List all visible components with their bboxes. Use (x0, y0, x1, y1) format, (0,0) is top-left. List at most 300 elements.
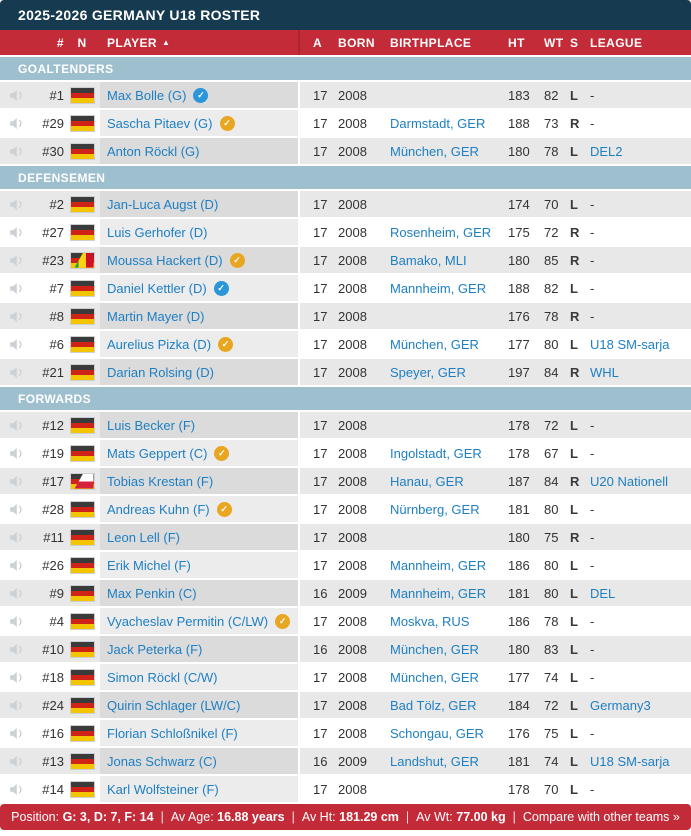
blue-verified-badge-icon: ✓ (214, 281, 229, 296)
shoots-value: L (570, 613, 578, 629)
weight-cell (536, 359, 570, 385)
jersey-number-text: #11 (43, 529, 64, 545)
table-row (0, 580, 691, 606)
age-cell (300, 496, 332, 522)
height-cell (500, 608, 536, 634)
born-value: 2009 (338, 585, 367, 601)
column-shoots[interactable] (570, 36, 590, 50)
born-value: 2008 (338, 613, 367, 629)
height-cell (500, 496, 536, 522)
player-link[interactable]: Karl Wolfsteiner (F) (107, 781, 219, 797)
born-cell (332, 191, 380, 217)
column-header-row (0, 30, 691, 55)
birthplace-cell (380, 748, 500, 774)
column-born[interactable] (332, 36, 380, 50)
nationality-cell (64, 412, 100, 438)
birthplace-cell (380, 110, 500, 136)
player-link[interactable]: Anton Röckl (G) (107, 143, 200, 159)
flag-icon (70, 641, 95, 658)
league-link[interactable]: Germany3 (590, 697, 651, 713)
league-link[interactable]: DEL (590, 585, 616, 601)
birthplace-cell (380, 496, 500, 522)
birthplace-link[interactable]: München, GER (390, 641, 479, 657)
weight-value: 78 (544, 613, 559, 629)
speaker-cell (0, 692, 34, 718)
gold-verified-badge-icon: ✓ (214, 446, 229, 461)
born-cell (332, 636, 380, 662)
league-value: - (590, 501, 595, 517)
age-cell (300, 138, 332, 164)
column-height-label: HT (508, 35, 525, 50)
speaker-icon[interactable] (10, 283, 25, 294)
weight-cell (536, 331, 570, 357)
weight-value: 80 (544, 557, 559, 573)
gold-verified-badge-icon: ✓ (218, 337, 233, 352)
height-cell (500, 580, 536, 606)
birthplace-link[interactable]: Mannheim, GER (390, 585, 487, 601)
birthplace-link[interactable]: Bamako, MLI (390, 252, 467, 268)
birthplace-link[interactable]: Bad Tölz, GER (390, 697, 477, 713)
born-value: 2008 (338, 252, 367, 268)
table-row (0, 664, 691, 690)
speaker-icon[interactable] (10, 311, 25, 322)
table-row (0, 138, 691, 164)
table-row (0, 359, 691, 385)
column-age[interactable] (300, 36, 332, 50)
speaker-icon[interactable] (10, 504, 25, 515)
separator: | (405, 810, 410, 824)
av-age-label: Av Age: (170, 810, 214, 824)
player-link[interactable]: Luis Gerhofer (D) (107, 224, 208, 240)
column-born-label: BORN (338, 35, 375, 50)
player-link[interactable]: Florian Schloßnikel (F) (107, 725, 238, 741)
league-cell (590, 275, 691, 301)
jersey-number-text: #28 (42, 501, 64, 517)
league-value: - (590, 641, 595, 657)
flag-icon (70, 280, 95, 297)
birthplace-link[interactable]: Nürnberg, GER (390, 501, 480, 517)
table-row (0, 468, 691, 494)
born-cell (332, 608, 380, 634)
speaker-icon[interactable] (10, 532, 25, 543)
section-header: GOALTENDERS (0, 57, 691, 80)
league-link[interactable]: U18 SM-sarja (590, 336, 670, 352)
born-cell (332, 110, 380, 136)
jersey-number-text: #27 (42, 224, 64, 240)
player-link[interactable]: Martin Mayer (D) (107, 308, 205, 324)
player-link[interactable]: Darian Rolsing (D) (107, 364, 214, 380)
shoots-cell (570, 496, 590, 522)
nationality-cell (64, 496, 100, 522)
age-cell (300, 468, 332, 494)
born-cell (332, 552, 380, 578)
jersey-number (34, 580, 64, 606)
age-value: 17 (313, 781, 328, 797)
speaker-icon[interactable] (10, 118, 25, 129)
born-cell (332, 303, 380, 329)
separator: | (160, 810, 164, 824)
shoots-value: L (570, 336, 578, 352)
jersey-number (34, 636, 64, 662)
player-link[interactable]: Tobias Krestan (F) (107, 473, 214, 489)
jersey-number-text: #4 (49, 613, 64, 629)
age-value: 17 (313, 445, 328, 461)
weight-cell (536, 191, 570, 217)
speaker-cell (0, 440, 34, 466)
age-cell (300, 664, 332, 690)
table-row (0, 440, 691, 466)
flag-overlay-icon (71, 474, 94, 489)
height-value: 181 (508, 501, 530, 517)
born-value: 2008 (338, 473, 367, 489)
speaker-cell (0, 524, 34, 550)
nationality-cell (64, 191, 100, 217)
league-value: - (590, 781, 595, 797)
nationality-cell (64, 608, 100, 634)
birthplace-cell (380, 275, 500, 301)
table-row (0, 496, 691, 522)
weight-cell (536, 580, 570, 606)
height-value: 181 (508, 753, 530, 769)
birthplace-cell (380, 552, 500, 578)
height-value: 197 (508, 364, 530, 380)
speaker-icon[interactable] (10, 448, 25, 459)
age-cell (300, 82, 332, 108)
age-cell (300, 275, 332, 301)
birthplace-cell (380, 440, 500, 466)
player-cell (100, 82, 300, 108)
player-cell (100, 275, 300, 301)
born-value: 2008 (338, 501, 367, 517)
page-title-text: 2025-2026 GERMANY U18 ROSTER (18, 7, 261, 23)
shoots-value: L (570, 417, 578, 433)
player-link[interactable]: Vyacheslav Permitin (C/LW) (107, 613, 269, 629)
shoots-value: L (570, 501, 578, 517)
shoots-cell (570, 138, 590, 164)
player-cell (100, 580, 300, 606)
speaker-icon[interactable] (10, 560, 25, 571)
jersey-number (34, 247, 64, 273)
flag-icon (70, 417, 95, 434)
height-cell (500, 191, 536, 217)
birthplace-cell (380, 412, 500, 438)
player-cell (100, 219, 300, 245)
birthplace-cell (380, 580, 500, 606)
shoots-cell (570, 636, 590, 662)
height-cell (500, 303, 536, 329)
flag-icon (70, 143, 95, 160)
birthplace-link[interactable]: Darmstadt, GER (390, 115, 486, 131)
shoots-value: L (570, 753, 578, 769)
speaker-icon[interactable] (10, 784, 25, 795)
league-cell (590, 496, 691, 522)
speaker-cell (0, 110, 34, 136)
table-row (0, 275, 691, 301)
player-link[interactable]: Mats Geppert (C) (107, 445, 208, 461)
jersey-number-text: #9 (49, 585, 64, 601)
player-cell (100, 748, 300, 774)
player-link[interactable]: Jan-Luca Augst (D) (107, 196, 219, 212)
birthplace-link[interactable]: Hanau, GER (390, 473, 464, 489)
player-cell (100, 776, 300, 802)
weight-cell (536, 247, 570, 273)
height-value: 188 (508, 115, 530, 131)
speaker-cell (0, 331, 34, 357)
speaker-icon[interactable] (10, 90, 25, 101)
weight-value: 67 (544, 445, 559, 461)
jersey-number-text: #8 (49, 308, 64, 324)
height-cell (500, 247, 536, 273)
born-value: 2008 (338, 669, 367, 685)
position-value: G: 3, D: 7, F: 14 (62, 810, 154, 824)
column-nationality-label: N (77, 35, 87, 50)
age-cell (300, 219, 332, 245)
weight-value: 83 (544, 641, 559, 657)
age-cell (300, 748, 332, 774)
shoots-cell (570, 580, 590, 606)
league-value: - (590, 115, 595, 131)
league-link[interactable]: U20 Nationell (590, 473, 669, 489)
player-link[interactable]: Jack Peterka (F) (107, 641, 203, 657)
speaker-icon[interactable] (10, 199, 25, 210)
born-cell (332, 440, 380, 466)
speaker-icon[interactable] (10, 227, 25, 238)
speaker-icon[interactable] (10, 339, 25, 350)
player-cell (100, 303, 300, 329)
age-value: 17 (313, 336, 328, 352)
player-link[interactable]: Erik Michel (F) (107, 557, 191, 573)
height-cell (500, 468, 536, 494)
speaker-cell (0, 636, 34, 662)
jersey-number (34, 331, 64, 357)
weight-value: 70 (544, 196, 559, 212)
column-league[interactable] (590, 36, 691, 50)
jersey-number-text: #16 (42, 725, 64, 741)
born-cell (332, 720, 380, 746)
league-link[interactable]: DEL2 (590, 143, 623, 159)
player-link[interactable]: Simon Röckl (C/W) (107, 669, 218, 685)
birthplace-link[interactable]: Mannheim, GER (390, 557, 487, 573)
height-cell (500, 412, 536, 438)
flag-icon (70, 224, 95, 241)
nationality-cell (64, 776, 100, 802)
height-cell (500, 219, 536, 245)
speaker-icon[interactable] (10, 146, 25, 157)
jersey-number-text: #17 (42, 473, 64, 489)
flag-icon (70, 252, 95, 269)
birthplace-cell (380, 664, 500, 690)
player-link[interactable]: Moussa Hackert (D) (107, 252, 223, 268)
column-birthplace[interactable] (380, 36, 500, 50)
birthplace-link[interactable]: München, GER (390, 143, 479, 159)
birthplace-link[interactable]: Landshut, GER (390, 753, 479, 769)
shoots-cell (570, 219, 590, 245)
jersey-number-text: #30 (42, 143, 64, 159)
birthplace-link[interactable]: Ingolstadt, GER (390, 445, 482, 461)
speaker-icon[interactable] (10, 420, 25, 431)
jersey-number-text: #2 (49, 196, 64, 212)
column-weight[interactable] (536, 36, 570, 50)
birthplace-link[interactable]: Speyer, GER (390, 364, 466, 380)
player-link[interactable]: Jonas Schwarz (C) (107, 753, 217, 769)
shoots-cell (570, 468, 590, 494)
speaker-icon[interactable] (10, 588, 25, 599)
player-link[interactable]: Daniel Kettler (D) (107, 280, 207, 296)
player-cell (100, 552, 300, 578)
weight-value: 78 (544, 308, 559, 324)
shoots-value: L (570, 196, 578, 212)
speaker-icon[interactable] (10, 255, 25, 266)
av-age-value: 16.88 years (217, 810, 285, 824)
nationality-cell (64, 359, 100, 385)
weight-cell (536, 524, 570, 550)
table-row (0, 776, 691, 802)
player-link[interactable]: Max Bolle (G) (107, 87, 187, 103)
speaker-icon[interactable] (10, 616, 25, 627)
shoots-cell (570, 247, 590, 273)
weight-cell (536, 440, 570, 466)
league-link[interactable]: U18 SM-sarja (590, 753, 670, 769)
league-cell (590, 776, 691, 802)
weight-value: 85 (544, 252, 559, 268)
speaker-icon[interactable] (10, 700, 25, 711)
shoots-value: R (570, 224, 580, 240)
jersey-number (34, 664, 64, 690)
speaker-cell (0, 748, 34, 774)
gold-verified-badge-icon: ✓ (230, 253, 245, 268)
league-link[interactable]: WHL (590, 364, 619, 380)
height-value: 188 (508, 280, 530, 296)
player-cell (100, 412, 300, 438)
height-cell (500, 138, 536, 164)
player-link[interactable]: Luis Becker (F) (107, 417, 196, 433)
weight-cell (536, 664, 570, 690)
flag-overlay-icon (71, 253, 94, 268)
speaker-icon[interactable] (10, 367, 25, 378)
speaker-icon[interactable] (10, 672, 25, 683)
nationality-cell (64, 580, 100, 606)
league-cell (590, 440, 691, 466)
shoots-cell (570, 692, 590, 718)
age-value: 17 (313, 224, 328, 240)
flag-icon (70, 669, 95, 686)
jersey-number-text: #10 (42, 641, 64, 657)
height-cell (500, 636, 536, 662)
column-height[interactable] (500, 36, 536, 50)
age-value: 16 (313, 753, 328, 769)
born-cell (332, 138, 380, 164)
player-link[interactable]: Leon Lell (F) (107, 529, 180, 545)
player-link[interactable]: Quirin Schlager (LW/C) (107, 697, 241, 713)
gold-verified-badge-icon: ✓ (217, 502, 232, 517)
league-value: - (590, 224, 595, 240)
jersey-number-text: #6 (49, 336, 64, 352)
birthplace-link[interactable]: München, GER (390, 336, 479, 352)
compare-teams-link[interactable]: Compare with other teams » (522, 810, 680, 824)
age-value: 17 (313, 364, 328, 380)
shoots-value: L (570, 781, 578, 797)
birthplace-link[interactable]: Schongau, GER (390, 725, 484, 741)
weight-cell (536, 692, 570, 718)
column-weight-label: WT (544, 35, 564, 50)
birthplace-link[interactable]: Moskva, RUS (390, 613, 470, 629)
born-cell (332, 664, 380, 690)
player-cell (100, 608, 300, 634)
birthplace-link[interactable]: Rosenheim, GER (390, 224, 492, 240)
jersey-number (34, 110, 64, 136)
age-cell (300, 191, 332, 217)
flag-icon (70, 753, 95, 770)
league-value: - (590, 308, 595, 324)
weight-value: 84 (544, 473, 559, 489)
height-value: 186 (508, 557, 530, 573)
league-value: - (590, 529, 595, 545)
weight-cell (536, 776, 570, 802)
born-cell (332, 331, 380, 357)
born-value: 2008 (338, 781, 367, 797)
speaker-icon[interactable] (10, 644, 25, 655)
born-cell (332, 776, 380, 802)
player-link[interactable]: Sascha Pitaev (G) (107, 115, 213, 131)
nationality-cell (64, 247, 100, 273)
height-cell (500, 720, 536, 746)
column-nationality[interactable] (64, 36, 100, 50)
player-link[interactable]: Max Penkin (C) (107, 585, 197, 601)
speaker-icon[interactable] (10, 756, 25, 767)
player-link[interactable]: Aurelius Pizka (D) (107, 336, 212, 352)
jersey-number (34, 138, 64, 164)
nationality-cell (64, 440, 100, 466)
birthplace-cell (380, 247, 500, 273)
born-cell (332, 412, 380, 438)
weight-cell (536, 496, 570, 522)
league-cell (590, 219, 691, 245)
column-player[interactable] (100, 30, 300, 55)
birthplace-cell (380, 468, 500, 494)
age-value: 17 (313, 143, 328, 159)
weight-value: 84 (544, 364, 559, 380)
flag-icon (70, 557, 95, 574)
table-row (0, 219, 691, 245)
column-player-label: PLAYER (107, 35, 157, 50)
height-value: 176 (508, 725, 530, 741)
shoots-cell (570, 720, 590, 746)
table-row (0, 748, 691, 774)
player-cell (100, 440, 300, 466)
column-number[interactable] (34, 36, 64, 50)
age-value: 17 (313, 87, 328, 103)
birthplace-link[interactable]: Mannheim, GER (390, 280, 487, 296)
weight-cell (536, 636, 570, 662)
height-value: 177 (508, 336, 530, 352)
jersey-number-text: #14 (42, 781, 64, 797)
table-row (0, 692, 691, 718)
born-cell (332, 82, 380, 108)
speaker-icon[interactable] (10, 476, 25, 487)
player-link[interactable]: Andreas Kuhn (F) (107, 501, 210, 517)
league-cell (590, 412, 691, 438)
birthplace-link[interactable]: München, GER (390, 669, 479, 685)
speaker-icon[interactable] (10, 728, 25, 739)
nationality-cell (64, 664, 100, 690)
nationality-cell (64, 720, 100, 746)
age-value: 17 (313, 252, 328, 268)
flag-icon (70, 697, 95, 714)
weight-value: 70 (544, 781, 559, 797)
height-cell (500, 748, 536, 774)
weight-cell (536, 608, 570, 634)
born-value: 2008 (338, 115, 367, 131)
